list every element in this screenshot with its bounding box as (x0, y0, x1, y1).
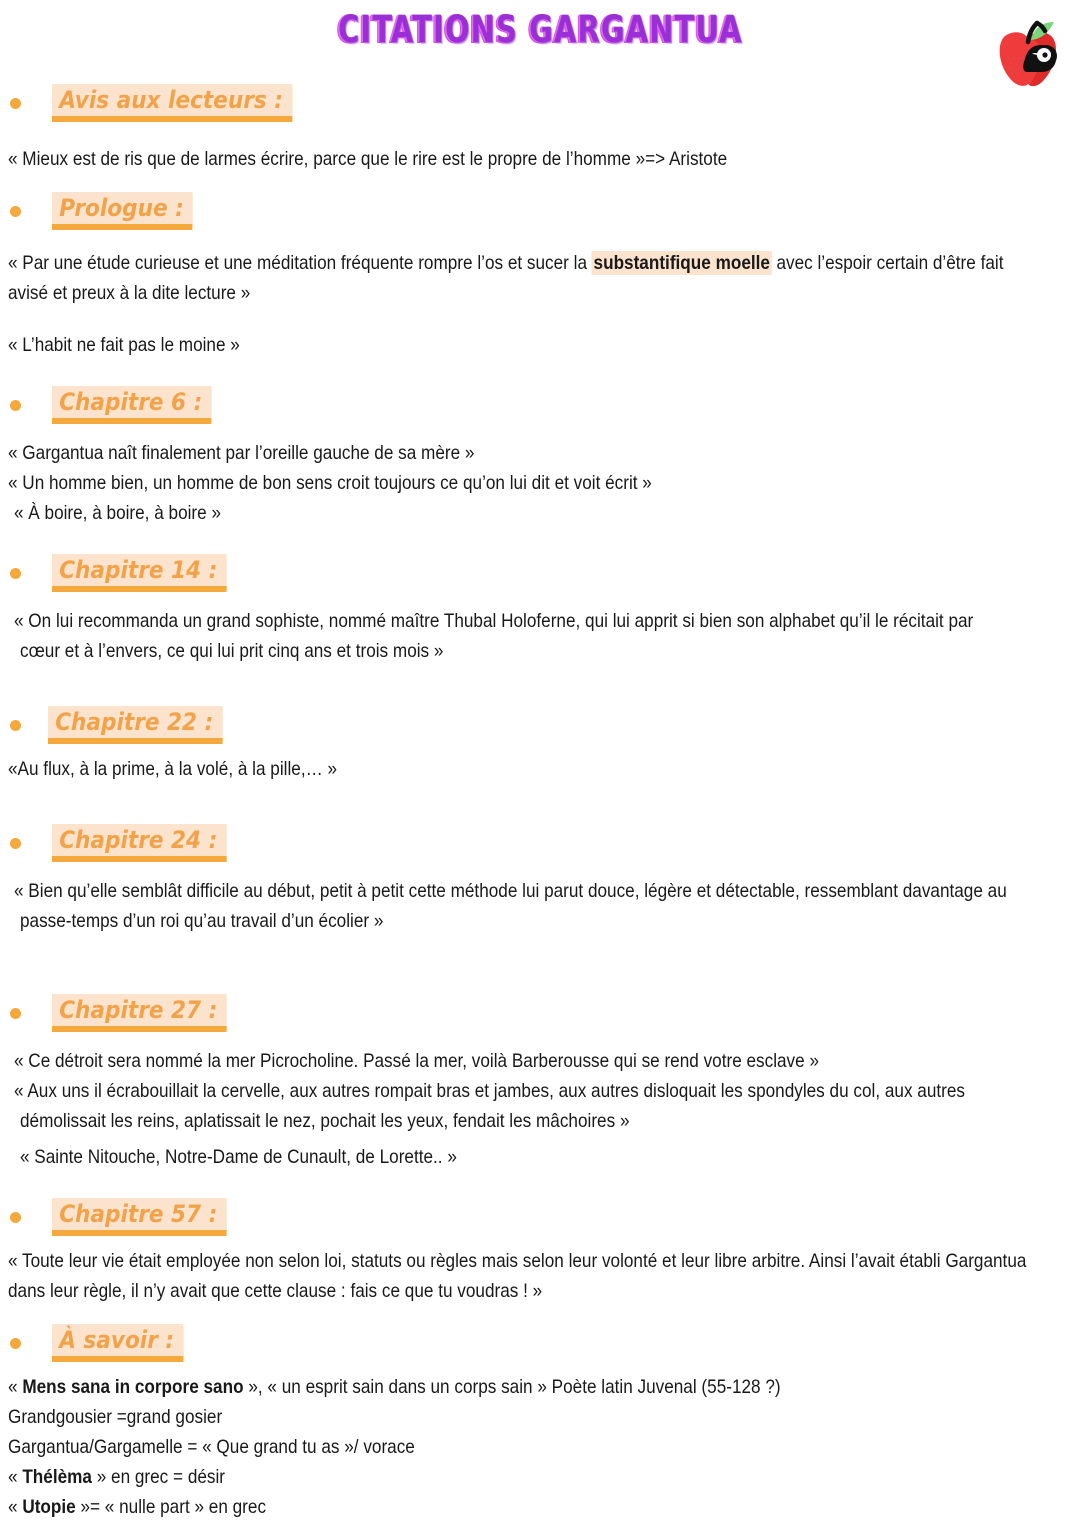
heading-label: Chapitre 57 : (52, 1198, 226, 1233)
section-heading-prologue (0, 192, 1080, 230)
bullet-dot-icon (10, 98, 21, 109)
heading-label: Chapitre 22 : (48, 706, 222, 741)
note-line-utopie (8, 1492, 951, 1522)
section-heading-chapitre-6 (0, 386, 1080, 424)
quote-line: « Mieux est de ris que de larmes écrire, parce que le rire est le propre de l’homme »=> Aristote (8, 148, 728, 170)
note-line-grandgousier: Grandgousier =grand gosier (8, 1406, 223, 1428)
quote-line (8, 248, 1004, 278)
section-heading-chapitre-27 (0, 994, 1080, 1032)
document-content (0, 84, 1080, 1522)
quote-text-part: « Par une étude curieuse et une méditation fréquente rompre l’os et sucer la (8, 252, 592, 274)
section-heading-avis-aux-lecteurs (0, 84, 1080, 122)
quote-line: «Au flux, à la prime, à la volé, à la pille,… » (8, 758, 338, 780)
quote-line: « On lui recommanda un grand sophiste, nommé maître Thubal Holoferne, qui lui apprit si bien son alphabet qu’il le récitait par (14, 610, 974, 632)
quote-text-part: avec l’espoir certain d’être fait (771, 252, 1004, 274)
bullet-dot-icon (10, 568, 21, 579)
quote-line: « Toute leur vie était employée non selon loi, statuts ou règles mais selon leur volonté et leur libre arbitre. Ainsi l’avait établi Gargantua (8, 1250, 1027, 1272)
quote-line: « Aux uns il écrabouillait la cervelle, aux autres rompait bras et jambes, aux autres disloquait les spondyles du col, aux autres (14, 1080, 965, 1102)
page-title: CITATIONS GARGANTUA (337, 8, 743, 51)
bullet-dot-icon (10, 206, 21, 217)
section-heading-chapitre-14 (0, 554, 1080, 592)
heading-label: Chapitre 14 : (52, 554, 226, 589)
quote-line: « Sainte Nitouche, Notre-Dame de Cunault, de Lorette.. » (20, 1146, 457, 1168)
note-line-gargantua-gargamelle: Gargantua/Gargamelle = « Que grand tu as »/ vorace (8, 1436, 415, 1458)
bullet-dot-icon (10, 720, 21, 731)
quote-line: « À boire, à boire, à boire » (14, 502, 222, 524)
note-line-thelema (8, 1462, 951, 1492)
emphasis-utopie: Utopie (22, 1496, 76, 1518)
quote-line: « Un homme bien, un homme de bon sens croit toujours ce qu’on lui dit et voit écrit » (8, 472, 652, 494)
emphasis-substantifique-moelle: substantifique moelle (593, 252, 770, 274)
section-heading-chapitre-24 (0, 824, 1080, 862)
quote-line: avisé et preux à la dite lecture » (8, 282, 251, 304)
quote-line: cœur et à l’envers, ce qui lui prit cinq ans et trois mois » (20, 640, 444, 662)
quote-line: « Bien qu’elle semblât difficile au début, petit à petit cette méthode lui parut douce, légère et détectable, ressemblant davantage au (14, 880, 1007, 902)
heading-label: Chapitre 27 : (52, 994, 226, 1029)
quote-line: « Gargantua naît finalement par l’oreille gauche de sa mère » (8, 442, 475, 464)
note-text-part: « (8, 1376, 23, 1398)
emphasis-mens-sana: Mens sana in corpore sano (22, 1376, 244, 1398)
heading-label: Chapitre 6 : (52, 386, 211, 421)
heading-label: Chapitre 24 : (52, 824, 226, 859)
note-text-part: »= « nulle part » en grec (75, 1496, 267, 1518)
apple-with-worm-icon (985, 14, 1067, 94)
note-text-part: « (8, 1466, 23, 1488)
section-heading-chapitre-57 (0, 1198, 1080, 1236)
heading-label: Avis aux lecteurs : (52, 84, 292, 119)
bullet-dot-icon (10, 400, 21, 411)
heading-label: À savoir : (52, 1324, 183, 1359)
emphasis-thelema: Thélèma (22, 1466, 92, 1488)
bullet-dot-icon (10, 1212, 21, 1223)
bullet-dot-icon (10, 838, 21, 849)
page-title-wrap (0, 8, 1080, 52)
quote-line: « Ce détroit sera nommé la mer Picrocholine. Passé la mer, voilà Barberousse qui se rend votre esclave » (14, 1050, 820, 1072)
bullet-dot-icon (10, 1008, 21, 1019)
quote-line: dans leur règle, il n’y avait que cette clause : fais ce que tu voudras ! » (8, 1280, 543, 1302)
section-heading-chapitre-22 (0, 706, 1080, 744)
note-text-part: » en grec = désir (91, 1466, 226, 1488)
heading-label: Prologue : (52, 192, 193, 227)
quote-line: « L’habit ne fait pas le moine » (8, 334, 240, 356)
quote-line: passe-temps d’un roi qu’au travail d’un écolier » (20, 910, 384, 932)
quote-line: démolissait les reins, aplatissait le nez, pochait les yeux, fendait les mâchoires » (20, 1110, 630, 1132)
note-text-part: « (8, 1496, 23, 1518)
note-line-mens-sana (8, 1372, 951, 1402)
section-heading-a-savoir (0, 1324, 1080, 1362)
bullet-dot-icon (10, 1338, 21, 1349)
note-text-part: », « un esprit sain dans un corps sain » Poète latin Juvenal (55-128 ?) (243, 1376, 781, 1398)
